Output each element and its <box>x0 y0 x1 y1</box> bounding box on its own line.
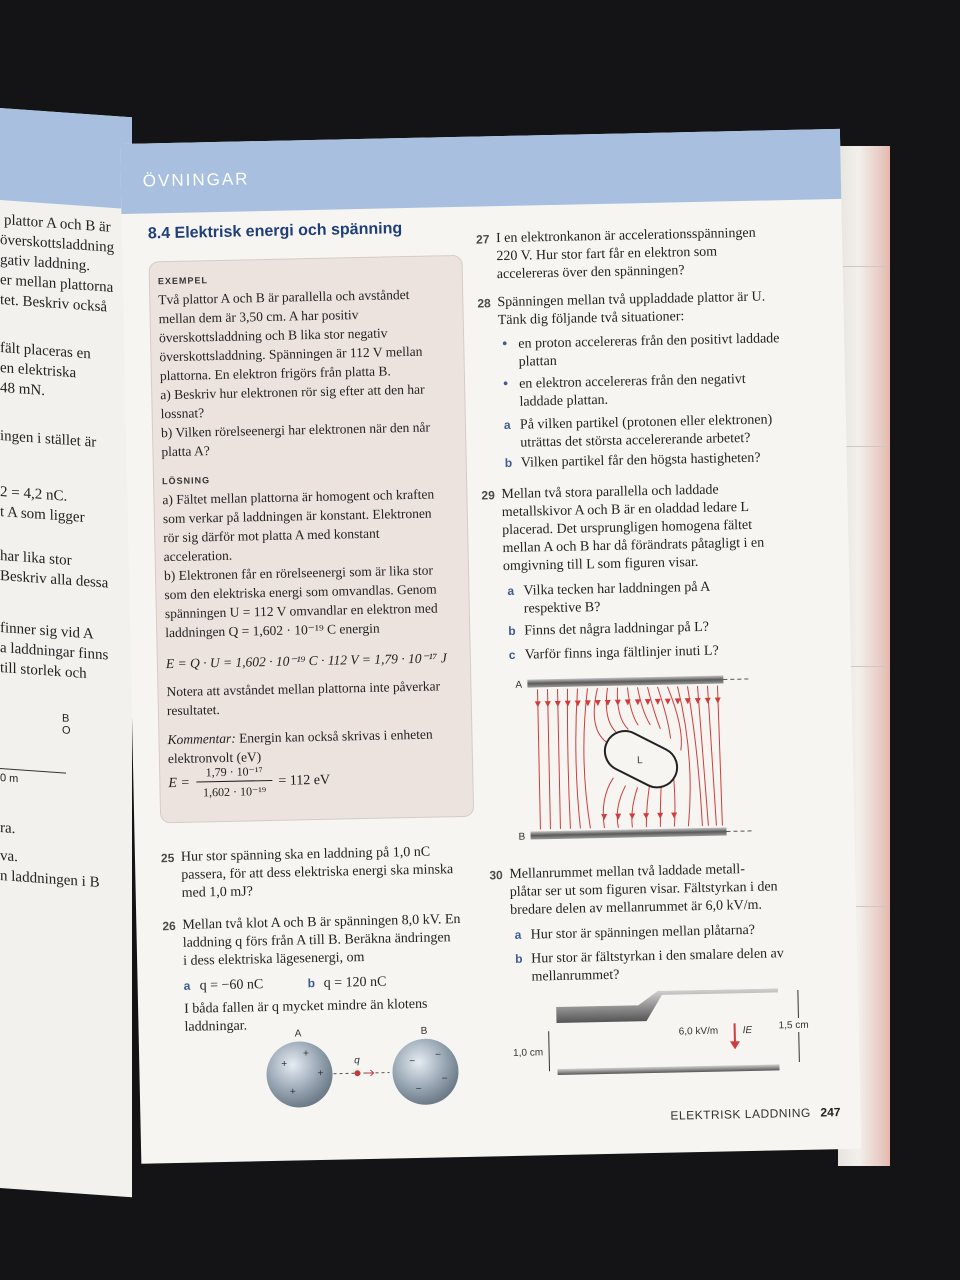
q30-part-a: a Hur stor är spänningen mellan plåtarna? <box>514 922 756 943</box>
charge-q <box>354 1070 360 1076</box>
q29-number: 29 <box>481 488 495 503</box>
plus-sign: + <box>317 1067 324 1080</box>
minus-sign: − <box>409 1056 416 1068</box>
q28-part-a: a På vilken partikel (protonen eller elektronen) uträttas det största accelererande arbetet? <box>503 412 773 451</box>
minus-sign: − <box>441 1073 448 1085</box>
q25-number: 25 <box>160 851 175 866</box>
left-line: n laddningen i B <box>0 868 100 891</box>
lower-plate <box>557 1064 779 1075</box>
field-value-label: 6,0 kV/m <box>678 1025 719 1038</box>
left-line: har lika stor <box>0 548 72 570</box>
q30-part-b: b Hur stor är fältstyrkan i den smalare delen av mellanrummet? <box>515 946 784 985</box>
plates-figure <box>508 987 830 1090</box>
big-gap-label: 1,0 cm <box>513 1047 544 1059</box>
arrow-icon <box>730 1041 740 1049</box>
left-line: er mellan plattorna <box>0 272 114 296</box>
frac-rhs: = 112 eV <box>278 772 331 789</box>
q29-part-c: c Varför finns inga fältlinjer inuti L? <box>508 643 719 663</box>
q26-text: Mellan två klot A och B är spänningen 8,0 kV. En laddning q förs från A till B. Beräkna ändringen i dess elektriska lägesenergi, om <box>182 912 461 969</box>
comment-text: Kommentar: Energin kan också skrivas i enheten elektronvolt (eV) <box>167 726 433 767</box>
left-line: ingen i stället är <box>0 428 97 451</box>
q29-text: Mellan två stora parallella och laddade metallskivor A och B är en oladdad ledare L placerad. Det ursprungligen homogena fältet mellan A och B har då förändrats påtagligt i en omgivning till L som figuren visar. <box>501 482 765 575</box>
left-line: 2 = 4,2 nC. <box>0 484 68 505</box>
left-line: va. <box>0 848 18 866</box>
frac-numerator: 1,79 · 10⁻¹⁷ <box>205 764 263 780</box>
plate-a-label: A <box>515 679 523 691</box>
q26-number: 26 <box>162 919 176 934</box>
left-line: 48 mN. <box>0 380 45 400</box>
q28-bullet-1: • en proton accelereras från den positivt laddade plattan <box>502 331 780 370</box>
charge-q-label: q <box>354 1055 360 1067</box>
left-line: t A som ligger <box>0 504 85 526</box>
example-label: EXEMPEL <box>157 275 208 287</box>
frac-lhs: E = <box>168 775 191 792</box>
small-gap-dimension <box>798 990 799 1018</box>
path-line <box>334 1073 390 1074</box>
q28-text: Spänningen mellan två uppladdade plattor är U. Tänk dig följande två situationer: <box>497 289 766 329</box>
plus-sign: + <box>281 1058 288 1070</box>
left-line: till storlek och <box>0 660 87 683</box>
left-line: plattor A och B är <box>4 212 111 236</box>
q25-text: Hur stor spänning ska en laddning på 1,0 nC passera, för att dess elektriska energi ska minska med 1,0 mJ? <box>180 844 454 901</box>
example-text: Två plattor A och B är parallella och avståndet mellan dem är 3,50 cm. A har positiv överskottsladdning och B lika stor negativ överskottsladdning. Spänningen är 112 V mellan plattorna. En elektron frigörs från platta B. a) Beskriv hur elektronen rör sig efter att den har lossnat? b) Vilken rörelseenergi har elektronen när den når platta A? <box>158 286 431 460</box>
big-gap-dimension <box>549 1031 550 1071</box>
plus-sign: + <box>289 1086 296 1098</box>
sphere-a-label: A <box>294 1028 302 1040</box>
q26-end-text: I båda fallen är q mycket mindre än klotens laddningar. <box>183 996 428 1035</box>
left-line: gativ laddning. <box>0 252 90 275</box>
left-line: a laddningar finns <box>0 640 109 664</box>
sphere-b <box>392 1038 459 1105</box>
minus-sign: − <box>415 1083 422 1096</box>
left-line: överskottsladdning <box>0 232 115 256</box>
q28-part-b: b Vilken partikel får den högsta hastigheten? <box>504 450 761 471</box>
small-gap-label: 1,5 cm <box>778 1019 809 1032</box>
field-symbol: IE <box>742 1024 753 1037</box>
section-title: 8.4 Elektrisk energi och spänning <box>147 220 403 243</box>
q27-number: 27 <box>475 232 490 247</box>
spheres-figure <box>259 1023 471 1115</box>
left-fig-label-b: B <box>62 712 70 725</box>
plus-sign: + <box>302 1048 310 1060</box>
q27-text: I en elektronkanon är accelerationsspänningen 220 V. Hur stor fart får en elektron som accelereras över den spänningen? <box>495 225 756 283</box>
left-line: en elektriska <box>0 360 77 382</box>
note-text: Notera att avståndet mellan plattorna inte påverkar resultatet. <box>166 678 441 719</box>
footer-title: ELEKTRISK LADDNING <box>670 1105 811 1123</box>
comment-label: Kommentar: <box>167 730 236 748</box>
plate-a <box>527 675 723 687</box>
q30-number: 30 <box>489 868 503 883</box>
example-box <box>148 255 474 823</box>
solution-text: a) Fältet mellan plattorna är homogent och kraften som verkar på laddningen är konstant. Elektronen rör sig därför mot platta A med konstant acceleration. b) Elektronen får en rörelseenergi som är lika stor som den elektriska energi som omvandlas. Genom spänningen U = 112 V omvandlar en elektron med laddningen Q = 1,602 · 10⁻¹⁹ C energin <box>162 486 438 641</box>
q30-text: Mellanrummet mellan två laddade metall- plåtar ser ut som figuren visar. Fältstyrkan i den bredare delen av mellanrummet är 6,0 kV/m. <box>509 862 778 918</box>
left-fig-axis-label: 0 m <box>0 772 19 786</box>
q26-option-a: a q = −60 nC <box>183 977 264 994</box>
field-figure <box>515 671 759 846</box>
conductor-l-label: L <box>636 755 643 767</box>
left-line: Beskriv alla dessa <box>0 568 109 592</box>
page-number: 247 <box>820 1105 841 1120</box>
q29-part-a: a Vilka tecken har laddningen på A respektive B? <box>507 579 711 617</box>
upper-plate <box>556 988 779 1023</box>
left-header-band <box>0 108 132 209</box>
header-band <box>120 129 841 214</box>
q28-bullet-2: • en elektron accelereras från den negativt laddade plattan. <box>502 371 746 410</box>
arrow-icon <box>365 1070 373 1076</box>
minus-sign: − <box>435 1049 442 1061</box>
left-line: tet. Beskriv också <box>0 292 108 316</box>
fraction-bar <box>196 780 272 783</box>
energy-formula: E = Q · U = 1,602 · 10⁻¹⁹ C · 112 V = 1,79 · 10⁻¹⁷ J <box>165 650 447 672</box>
q26-option-b: b q = 120 nC <box>307 974 387 991</box>
page-header-title: ÖVNINGAR <box>142 169 250 191</box>
left-line: finner sig vid A <box>0 620 94 643</box>
plate-b-label: B <box>518 831 526 843</box>
left-line: ra. <box>0 820 16 838</box>
right-page <box>120 129 861 1164</box>
left-fig-point: O <box>62 724 71 737</box>
left-line: fält placeras en <box>0 340 91 363</box>
solution-label: LÖSNING <box>161 475 211 487</box>
plate-b <box>530 827 726 839</box>
frac-denominator: 1,602 · 10⁻¹⁹ <box>202 784 267 800</box>
q29-part-b: b Finns det några laddningar på L? <box>508 619 710 639</box>
q28-number: 28 <box>477 296 491 311</box>
sphere-b-label: B <box>420 1025 428 1037</box>
left-page <box>0 108 132 1197</box>
